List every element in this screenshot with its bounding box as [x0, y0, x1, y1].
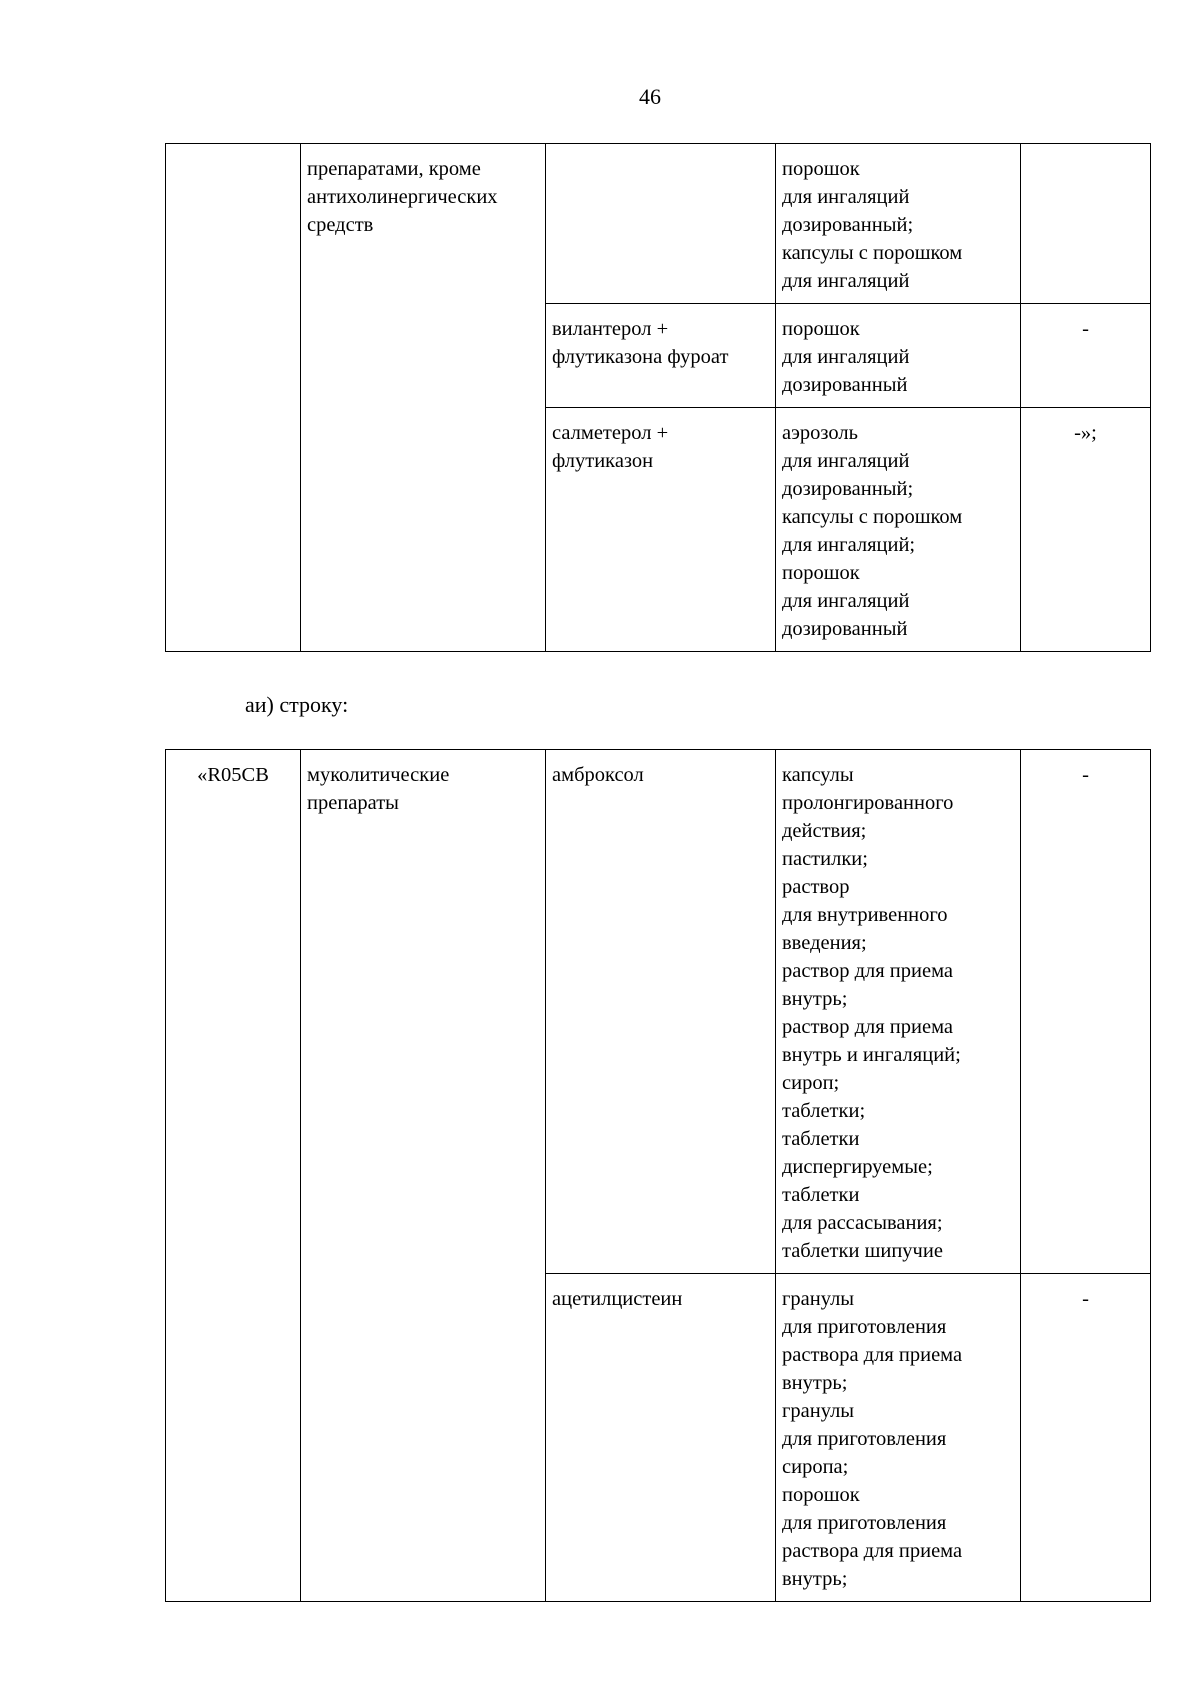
dosage-form-cell [776, 144, 1021, 304]
note-cell: - [1021, 304, 1151, 408]
cell-line: дозированный [782, 374, 908, 396]
cell-line: дозированный; [782, 214, 914, 236]
cell-line: препаратами, кроме [307, 158, 481, 180]
cell-line: для ингаляций [782, 186, 910, 208]
cell-line: внутрь; [782, 988, 848, 1010]
cell-line: таблетки шипучие [782, 1240, 943, 1262]
drug-name-cell [546, 304, 776, 408]
dosage-form-cell [776, 304, 1021, 408]
cell-line: порошок [782, 158, 860, 180]
cell-line: капсулы с порошком [782, 506, 963, 528]
note-cell [1021, 144, 1151, 304]
cell-line: сироп; [782, 1072, 840, 1094]
cell-line: действия; [782, 820, 867, 842]
cell-line: для ингаляций [782, 590, 910, 612]
drug-name-cell [546, 750, 776, 1274]
drug-name-cell [546, 408, 776, 652]
dosage-form-cell [776, 750, 1021, 1274]
cell-line: раствор [782, 876, 850, 898]
cell-line: таблетки; [782, 1100, 866, 1122]
cell-line: для приготовления [782, 1316, 947, 1338]
cell-line: средств [307, 214, 374, 236]
cell-line: пролонгированного [782, 792, 954, 814]
cell-line: пастилки; [782, 848, 868, 870]
cell-line: введения; [782, 932, 867, 954]
page-number: 46 [639, 84, 661, 109]
drug-name-cell [546, 1274, 776, 1602]
cell-line: порошок [782, 562, 860, 584]
cell-line: раствора для приема [782, 1540, 963, 1562]
note-cell: - [1021, 1274, 1151, 1602]
note-cell: - [1021, 750, 1151, 1274]
cell-line: раствора для приема [782, 1344, 963, 1366]
cell-line: раствор для приема [782, 1016, 954, 1038]
cell-line: таблетки [782, 1128, 860, 1150]
cell-line: дозированный; [782, 478, 914, 500]
group-name-cell [301, 750, 546, 1602]
cell-line: внутрь; [782, 1372, 848, 1394]
drug-table-continuation [165, 143, 1151, 652]
cell-line: дозированный [782, 618, 908, 640]
drug-table-new-row [165, 749, 1151, 1602]
cell-line: флутиказон [552, 450, 654, 472]
amendment-paragraph: аи) строку: [245, 692, 349, 717]
cell-line: для ингаляций [782, 450, 910, 472]
drug-name-cell [546, 144, 776, 304]
atc-code-cell: «R05CB [166, 750, 301, 1602]
cell-line: флутиказона фуроат [552, 346, 729, 368]
table-row [166, 144, 1151, 304]
cell-line: для приготовления [782, 1428, 947, 1450]
cell-line: для ингаляций; [782, 534, 916, 556]
cell-line: амброксол [552, 764, 644, 786]
cell-line: для внутривенного [782, 904, 948, 926]
cell-line: внутрь; [782, 1568, 848, 1590]
dosage-form-cell [776, 408, 1021, 652]
cell-line: муколитические [307, 764, 450, 786]
atc-code-cell [166, 144, 301, 652]
group-name-cell [301, 144, 546, 652]
cell-line: внутрь и ингаляций; [782, 1044, 961, 1066]
cell-line: гранулы [782, 1288, 855, 1310]
cell-line: ацетилцистеин [552, 1288, 683, 1310]
cell-line: раствор для приема [782, 960, 954, 982]
note-cell: -»; [1021, 408, 1151, 652]
cell-line: вилантерол + [552, 318, 669, 340]
cell-line: салметерол + [552, 422, 669, 444]
cell-line: для приготовления [782, 1512, 947, 1534]
cell-line: таблетки [782, 1184, 860, 1206]
cell-line: капсулы [782, 764, 854, 786]
cell-line: для ингаляций [782, 270, 910, 292]
cell-line: аэрозоль [782, 422, 858, 444]
cell-line: порошок [782, 1484, 860, 1506]
cell-line: антихолинергических [307, 186, 498, 208]
cell-line: диспергируемые; [782, 1156, 933, 1178]
cell-line: сиропа; [782, 1456, 849, 1478]
cell-line: порошок [782, 318, 860, 340]
cell-line: для ингаляций [782, 346, 910, 368]
dosage-form-cell [776, 1274, 1021, 1602]
cell-line: гранулы [782, 1400, 855, 1422]
cell-line: капсулы с порошком [782, 242, 963, 264]
table-row [166, 750, 1151, 1274]
cell-line: для рассасывания; [782, 1212, 943, 1234]
cell-line: препараты [307, 792, 399, 814]
